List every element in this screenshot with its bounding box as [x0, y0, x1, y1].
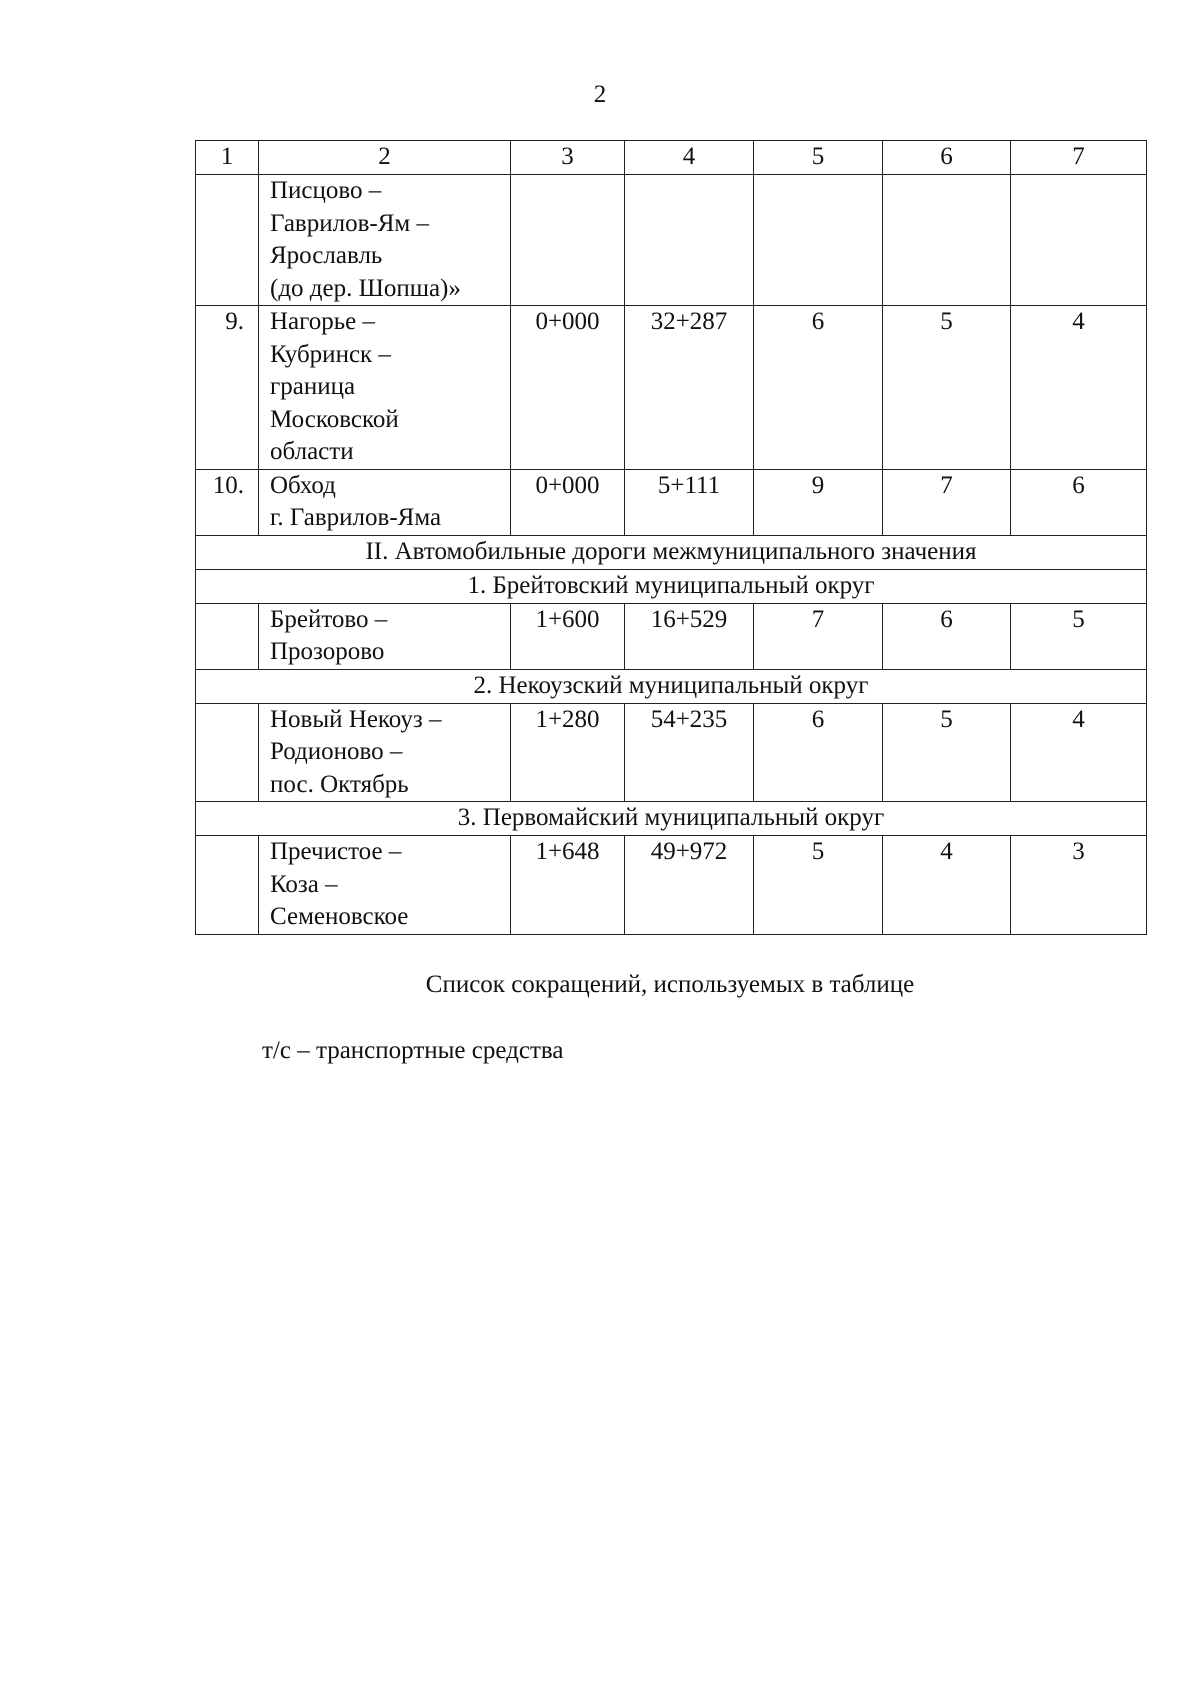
group-title: 1. Брейтовский муниципальный округ	[196, 569, 1147, 603]
value-cell	[883, 175, 1011, 306]
table-row	[196, 603, 1147, 669]
end-km-cell: 54+235	[625, 703, 754, 802]
road-name-line: Писцово –	[270, 177, 382, 204]
road-name-line: Семеновское	[270, 903, 409, 930]
row-number	[196, 603, 259, 669]
road-name-line: пос. Октябрь	[270, 770, 409, 798]
start-km-cell: 1+648	[511, 836, 625, 935]
table-row	[196, 175, 1147, 306]
column-number-cell: 6	[883, 141, 1011, 175]
value-cell: 4	[1011, 703, 1147, 802]
road-name-line: области	[270, 438, 354, 465]
abbreviation-item: т/с – транспортные средства	[262, 1037, 564, 1064]
start-km-cell: 0+000	[511, 306, 625, 470]
value-cell: 9	[754, 469, 883, 535]
row-number	[196, 175, 259, 306]
road-name	[259, 175, 511, 306]
column-number-row	[196, 141, 1147, 175]
column-number-cell: 1	[196, 141, 259, 175]
value-cell: 3	[1011, 836, 1147, 935]
column-number-cell: 4	[625, 141, 754, 175]
road-name-line: (до дер. Шопша)»	[270, 274, 461, 302]
group-title: 3. Первомайский муниципальный округ	[196, 802, 1147, 836]
value-cell: 5	[1011, 603, 1147, 669]
start-km-cell: 1+600	[511, 603, 625, 669]
road-name-line: Брейтово –	[270, 605, 388, 633]
road-name-line: Пречистое –	[270, 838, 402, 865]
value-cell: 6	[883, 603, 1011, 669]
end-km-cell: 32+287	[625, 306, 754, 470]
value-cell	[754, 175, 883, 306]
road-name-line: Гаврилов-Ям –	[270, 209, 429, 237]
value-cell: 5	[754, 836, 883, 935]
value-cell: 5	[883, 306, 1011, 470]
column-number-cell: 3	[511, 141, 625, 175]
abbreviations-heading: Список сокращений, используемых в таблице	[425, 971, 915, 998]
table-row	[196, 469, 1147, 535]
group-header-row	[196, 802, 1147, 836]
row-number: 10.	[196, 469, 259, 535]
value-cell	[1011, 175, 1147, 306]
section-title: II. Автомобильные дороги межмуниципального значения	[196, 535, 1147, 569]
value-cell: 7	[883, 469, 1011, 535]
end-km-cell: 49+972	[625, 836, 754, 935]
road-name-line: Ярославль	[270, 242, 383, 269]
road-name	[259, 469, 511, 535]
road-name-line: Обход	[270, 471, 336, 499]
section-header-row	[196, 535, 1147, 569]
roads-table	[195, 140, 1147, 935]
start-km-cell	[511, 175, 625, 306]
row-number: 9.	[196, 306, 259, 470]
page-number: 2	[593, 81, 607, 108]
group-header-row	[196, 669, 1147, 703]
value-cell: 6	[754, 306, 883, 470]
value-cell: 4	[1011, 306, 1147, 470]
road-name-line: Коза –	[270, 870, 338, 898]
road-name-line: Московской	[270, 405, 399, 433]
road-name	[259, 306, 511, 470]
value-cell: 7	[754, 603, 883, 669]
value-cell: 6	[1011, 469, 1147, 535]
end-km-cell: 16+529	[625, 603, 754, 669]
road-name-line: Прозорово	[270, 638, 385, 665]
group-header-row	[196, 569, 1147, 603]
end-km-cell	[625, 175, 754, 306]
table-row	[196, 703, 1147, 802]
road-name	[259, 703, 511, 802]
value-cell: 5	[883, 703, 1011, 802]
column-number-cell: 7	[1011, 141, 1147, 175]
row-number	[196, 836, 259, 935]
group-title: 2. Некоузский муниципальный округ	[196, 669, 1147, 703]
value-cell: 6	[754, 703, 883, 802]
road-name-line: Родионово –	[270, 738, 403, 765]
road-name-line: Нагорье –	[270, 308, 376, 335]
column-number-cell: 2	[259, 141, 511, 175]
table-row	[196, 306, 1147, 470]
value-cell: 4	[883, 836, 1011, 935]
road-name	[259, 836, 511, 935]
start-km-cell: 1+280	[511, 703, 625, 802]
table-row	[196, 836, 1147, 935]
road-name	[259, 603, 511, 669]
end-km-cell: 5+111	[625, 469, 754, 535]
road-name-line: Новый Некоуз –	[270, 705, 442, 733]
start-km-cell: 0+000	[511, 469, 625, 535]
row-number	[196, 703, 259, 802]
road-name-line: г. Гаврилов-Яма	[270, 504, 442, 531]
column-number-cell: 5	[754, 141, 883, 175]
road-name-line: граница	[270, 373, 356, 400]
road-name-line: Кубринск –	[270, 340, 391, 368]
